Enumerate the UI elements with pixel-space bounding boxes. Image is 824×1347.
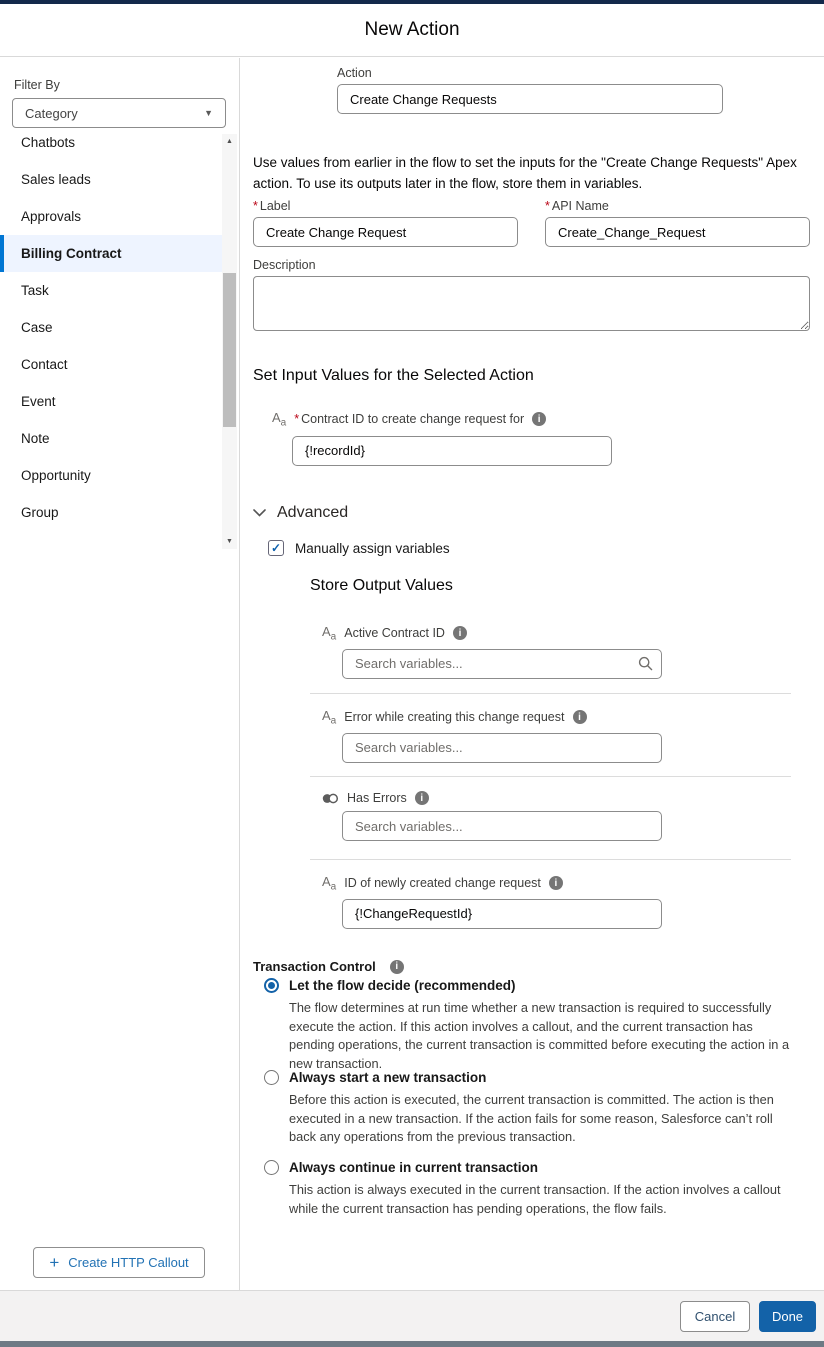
required-asterisk: *	[545, 199, 550, 213]
sidebar-item-sales-leads[interactable]: Sales leads	[21, 172, 91, 187]
label-api-row	[253, 199, 810, 247]
text-type-icon: $A_a$	[322, 624, 337, 643]
output-field-label: Has Errors	[347, 791, 407, 805]
category-dropdown-value: Category	[25, 105, 78, 121]
scroll-up-icon[interactable]: ▲	[226, 138, 233, 145]
change-request-id-input[interactable]	[342, 899, 662, 929]
contract-id-input[interactable]	[292, 436, 612, 466]
chevron-down-icon	[253, 509, 266, 517]
filter-by-label: Filter By	[14, 78, 60, 92]
cancel-button[interactable]: Cancel	[680, 1301, 750, 1332]
sidebar-item-event[interactable]: Event	[21, 394, 56, 409]
text-type-icon: $A_a$	[272, 410, 287, 429]
text-type-icon: $A_a$	[322, 874, 337, 893]
api-name-field-block	[545, 199, 810, 247]
dialog-header	[0, 4, 824, 57]
boolean-type-icon	[322, 793, 339, 804]
output-field-has-errors	[322, 791, 742, 841]
field-divider	[310, 693, 791, 694]
output-field-label: ID of newly created change request	[344, 876, 541, 891]
advanced-label: Advanced	[277, 504, 349, 521]
active-contract-id-search-input[interactable]	[342, 649, 662, 679]
new-transaction-radio-row[interactable]: Always start a new transaction	[264, 1070, 794, 1085]
scrollbar-thumb[interactable]	[223, 273, 236, 427]
contract-id-field-block	[272, 410, 612, 466]
required-asterisk: *	[253, 199, 258, 213]
output-field-label: Active Contract ID	[344, 626, 445, 641]
radio-unselected-icon[interactable]	[264, 1160, 279, 1175]
has-errors-search-input[interactable]	[342, 811, 662, 841]
category-list	[0, 134, 222, 549]
radio-selected-icon[interactable]	[264, 978, 279, 993]
sidebar-item-note[interactable]: Note	[21, 431, 50, 446]
sidebar-item-case[interactable]: Case	[21, 320, 53, 335]
done-button[interactable]: Done	[759, 1301, 816, 1332]
sidebar-item-task[interactable]: Task	[21, 283, 49, 298]
dialog-footer	[0, 1290, 824, 1341]
sidebar-item-chatbots[interactable]: Chatbots	[21, 135, 76, 150]
set-input-values-heading: Set Input Values for the Selected Action	[253, 367, 534, 384]
sidebar-item-opportunity[interactable]: Opportunity	[21, 468, 91, 483]
action-form-panel	[241, 58, 824, 1290]
window-bottom-bar	[0, 1341, 824, 1347]
description-label: Description	[253, 258, 316, 272]
page-title: New Action	[364, 19, 460, 40]
api-name-input[interactable]	[545, 217, 810, 247]
radio-option-description: Before this action is executed, the current transaction is committed. The action is then executed in a new transaction. If the action fails for some reason, Salesforce can’t roll back any operations from the previous transaction.	[289, 1092, 774, 1144]
info-icon[interactable]: i	[415, 791, 429, 805]
radio-option-flow-decide	[264, 978, 794, 1073]
info-icon[interactable]: i	[390, 960, 404, 974]
manually-assign-row[interactable]	[268, 540, 450, 556]
radio-unselected-icon[interactable]	[264, 1070, 279, 1085]
category-sidebar	[0, 58, 240, 1290]
manually-assign-checkbox[interactable]: ✓	[268, 540, 284, 556]
radio-option-description: This action is always executed in the current transaction. If the action involves a callout while the current transaction has pending operations, the flow fails.	[289, 1182, 781, 1216]
label-field-label: Label	[259, 199, 291, 213]
contract-id-label: Contract ID to create change request for	[301, 412, 525, 427]
info-icon[interactable]: i	[453, 626, 467, 640]
transaction-control-header	[253, 959, 404, 974]
current-transaction-radio-row[interactable]: Always continue in current transaction	[264, 1160, 794, 1175]
output-field-new-change-request-id	[322, 874, 742, 929]
info-icon[interactable]: i	[573, 710, 587, 724]
manually-assign-label: Manually assign variables	[295, 540, 450, 556]
error-message-search-input[interactable]	[342, 733, 662, 763]
search-icon	[638, 656, 653, 676]
radio-option-description: The flow determines at run time whether a new transaction is required to successfully execute the action. If this action involves a callout, and the current transaction has pending operations, the current transaction is committed before executing the action in a new transaction.	[289, 1000, 790, 1071]
sidebar-item-contact[interactable]: Contact	[21, 357, 68, 372]
plus-icon: +	[49, 1253, 60, 1272]
description-textarea[interactable]	[253, 276, 810, 331]
label-field-block	[253, 199, 518, 247]
sidebar-item-group[interactable]: Group	[21, 505, 59, 520]
output-field-label: Error while creating this change request	[344, 710, 565, 725]
sidebar-item-billing-contract[interactable]: Billing Contract	[0, 235, 222, 272]
sidebar-item-approvals[interactable]: Approvals	[21, 209, 82, 224]
store-output-values-heading: Store Output Values	[310, 577, 453, 594]
info-icon[interactable]: i	[549, 876, 563, 890]
transaction-control-label: Transaction Control	[253, 959, 376, 974]
required-asterisk: *	[294, 412, 300, 427]
action-label: Action	[337, 66, 372, 80]
text-type-icon: $A_a$	[322, 708, 337, 727]
radio-option-new-transaction	[264, 1070, 794, 1147]
radio-option-current-transaction	[264, 1160, 794, 1218]
field-divider	[310, 859, 791, 860]
label-input[interactable]	[253, 217, 518, 247]
description-field-block	[253, 258, 810, 336]
action-field-block	[337, 66, 723, 114]
output-field-error-message	[322, 708, 742, 763]
create-http-callout-button[interactable]: + Create HTTP Callout	[33, 1247, 205, 1278]
scroll-down-icon[interactable]: ▼	[226, 538, 233, 545]
chevron-down-icon: ▼	[204, 108, 213, 118]
output-field-active-contract-id	[322, 624, 742, 679]
advanced-section-toggle[interactable]	[253, 504, 348, 522]
info-icon[interactable]: i	[532, 412, 546, 426]
action-input[interactable]	[337, 84, 723, 114]
intro-text: Use values from earlier in the flow to set the inputs for the "Create Change Requests" Apex action. To use its outputs later in the flow, store them in variables.	[253, 155, 797, 191]
category-dropdown[interactable]	[12, 98, 226, 128]
list-scrollbar[interactable]	[222, 134, 237, 549]
field-divider	[310, 776, 791, 777]
api-name-field-label: API Name	[551, 199, 609, 213]
flow-decide-radio-row[interactable]: Let the flow decide (recommended)	[264, 978, 794, 993]
